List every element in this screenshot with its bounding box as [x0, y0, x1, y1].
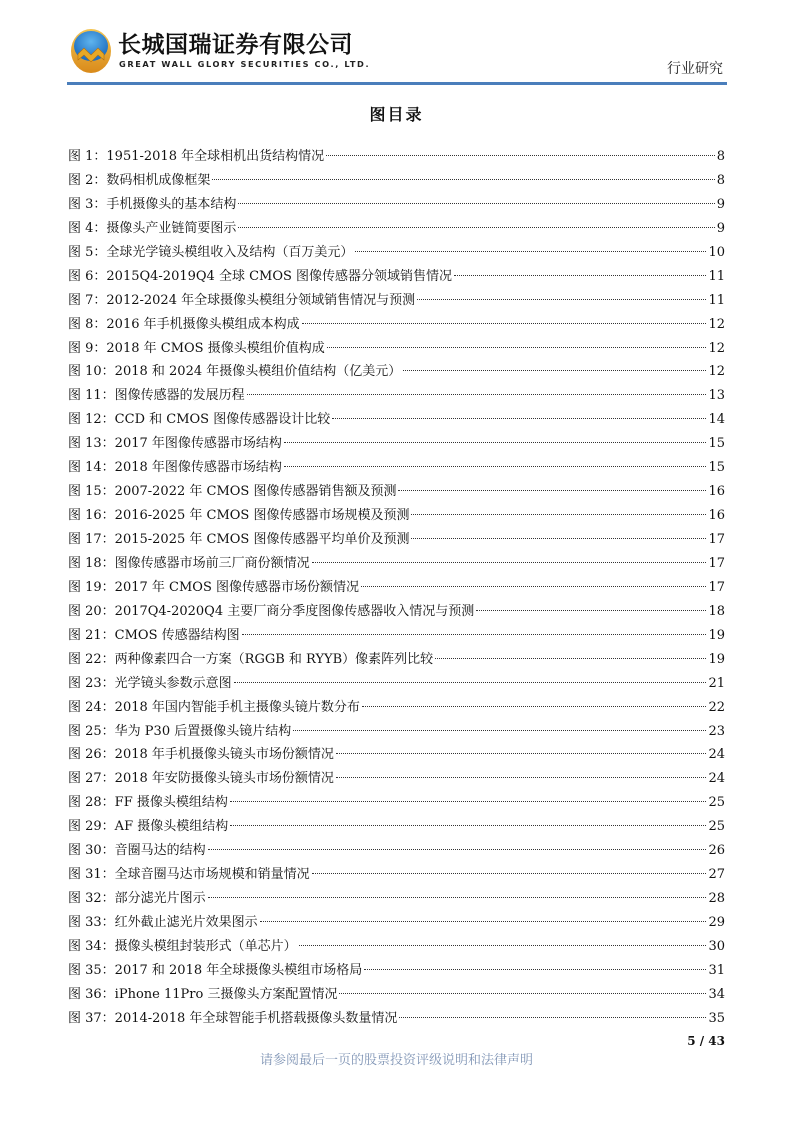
toc-entry[interactable]	[68, 983, 725, 1007]
dot-leader	[336, 777, 707, 778]
toc-entry-page: 24	[708, 747, 725, 763]
toc-entry-label: 图 23：光学镜头参数示意图	[68, 675, 232, 691]
toc-entry[interactable]	[68, 672, 725, 696]
toc-entry-page: 12	[708, 364, 725, 380]
toc-entry-page: 15	[708, 436, 725, 452]
toc-entry-page: 25	[708, 795, 725, 811]
toc-entry-label: 图 35：2017 和 2018 年全球摄像头模组市场格局	[68, 962, 363, 978]
toc-entry-label: 图 1：1951-2018 年全球相机出货结构情况	[68, 149, 325, 164]
toc-entry-page: 12	[708, 316, 725, 332]
toc-entry-page: 15	[708, 460, 725, 476]
toc-entry[interactable]	[68, 839, 725, 863]
dot-leader	[399, 1017, 706, 1018]
company-name-en: GREAT WALL GLORY SECURITIES CO., LTD.	[119, 59, 371, 69]
toc-entry-page: 31	[708, 962, 725, 978]
toc-entry[interactable]	[68, 337, 725, 361]
toc-entry-page: 11	[708, 292, 725, 308]
dot-leader	[284, 466, 707, 467]
toc-entry-label: 图 5：全球光学镜头模组收入及结构（百万美元）	[68, 244, 354, 260]
header-divider	[67, 82, 727, 85]
toc-entry-label: 图 10：2018 和 2024 年摄像头模组价值结构（亿美元）	[68, 364, 402, 380]
dot-leader	[260, 921, 707, 922]
toc-entry-page: 24	[708, 771, 725, 787]
toc-entry-page: 18	[708, 603, 725, 619]
dot-leader	[247, 394, 707, 395]
toc-entry-page: 17	[708, 579, 725, 595]
dot-leader	[242, 634, 707, 635]
page-number: 5 / 43	[687, 1034, 725, 1048]
toc-entry-page: 17	[708, 555, 725, 571]
dot-leader	[417, 299, 706, 300]
toc-entry-page: 25	[708, 819, 725, 835]
dot-leader	[327, 347, 707, 348]
dot-leader	[284, 442, 707, 443]
toc-entry-label: 图 18：图像传感器市场前三厂商份额情况	[68, 555, 310, 571]
toc-entry[interactable]	[68, 959, 725, 983]
toc-entry-page: 35	[708, 1010, 725, 1026]
dot-leader	[336, 753, 707, 754]
toc-entry[interactable]	[68, 576, 725, 600]
toc-entry[interactable]	[68, 408, 725, 432]
toc-entry[interactable]	[68, 217, 725, 241]
toc-entry-label: 图 31：全球音圈马达市场规模和销量情况	[68, 867, 310, 883]
toc-entry-label: 图 19：2017 年 CMOS 图像传感器市场份额情况	[68, 579, 359, 595]
dot-leader	[411, 514, 706, 515]
toc-entry[interactable]	[68, 791, 725, 815]
toc-entry[interactable]	[68, 815, 725, 839]
dot-leader	[208, 897, 707, 898]
dot-leader	[208, 849, 707, 850]
toc-entry-page: 16	[708, 484, 725, 500]
toc-entry-page: 19	[708, 651, 725, 667]
toc-entry-label: 图 8：2016 年手机摄像头模组成本构成	[68, 316, 300, 332]
toc-entry[interactable]	[68, 552, 725, 576]
toc-entry[interactable]	[68, 911, 725, 935]
toc-entry[interactable]	[68, 480, 725, 504]
toc-entry[interactable]	[68, 384, 725, 408]
company-name-cn: 长城国瑞证券有限公司	[118, 32, 353, 58]
toc-entry[interactable]	[68, 743, 725, 767]
dot-leader	[476, 610, 706, 611]
dot-leader	[355, 251, 706, 252]
toc-entry-page: 8	[716, 172, 725, 188]
dot-leader	[230, 801, 707, 802]
toc-entry-page: 9	[716, 196, 725, 212]
toc-entry-label: 图 17：2015-2025 年 CMOS 图像传感器平均单价及预测	[68, 532, 410, 547]
toc-entry-label: 图 7：2012-2024 年全球摄像头模组分领域销售情况与预测	[68, 292, 416, 308]
dot-leader	[332, 418, 706, 419]
toc-entry[interactable]	[68, 863, 725, 887]
toc-entry[interactable]	[68, 696, 725, 720]
dot-leader	[411, 538, 706, 539]
toc-entry[interactable]	[68, 193, 725, 217]
toc-entry[interactable]	[68, 648, 725, 672]
toc-entry[interactable]	[68, 767, 725, 791]
report-section: 行业研究	[667, 61, 723, 77]
dot-leader	[361, 586, 706, 587]
toc-entry-page: 16	[708, 508, 725, 524]
toc-entry-label: 图 21：CMOS 传感器结构图	[68, 627, 240, 643]
toc-entry[interactable]	[68, 720, 725, 744]
toc-entry-label: 图 28：FF 摄像头模组结构	[68, 795, 228, 811]
toc-entry-label: 图 22：两种像素四合一方案（RGGB 和 RYYB）像素阵列比较	[68, 651, 434, 667]
toc-entry-label: 图 9：2018 年 CMOS 摄像头模组价值构成	[68, 340, 325, 356]
toc-entry-label: 图 4：摄像头产业链简要图示	[68, 220, 237, 236]
toc-entry-page: 19	[708, 627, 725, 643]
toc-entry-label: 图 13：2017 年图像传感器市场结构	[68, 436, 282, 452]
toc-entry-page: 34	[708, 986, 725, 1002]
toc-entry-label: 图 33：红外截止滤光片效果图示	[68, 915, 258, 930]
toc-entry-label: 图 32：部分滤光片图示	[68, 891, 206, 907]
toc-entry-page: 12	[708, 340, 725, 356]
toc-entry[interactable]	[68, 887, 725, 911]
toc-entry-page: 29	[708, 915, 725, 930]
dot-leader	[230, 825, 706, 826]
disclaimer-text: 请参阅最后一页的股票投资评级说明和法律声明	[259, 1053, 533, 1068]
toc-entry-label: 图 26：2018 年手机摄像头镜头市场份额情况	[68, 747, 334, 763]
toc-entry[interactable]	[68, 432, 725, 456]
toc-entry[interactable]	[68, 1007, 725, 1031]
toc-entry-page: 30	[708, 938, 725, 954]
dot-leader	[454, 275, 706, 276]
dot-leader	[398, 490, 706, 491]
toc-entry-label: 图 6：2015Q4-2019Q4 全球 CMOS 图像传感器分领域销售情况	[68, 268, 453, 284]
toc-entry-page: 11	[708, 268, 725, 284]
toc-entry-page: 14	[708, 412, 725, 428]
toc-entry-page: 28	[708, 891, 725, 907]
dot-leader	[312, 562, 707, 563]
dot-leader	[299, 945, 707, 946]
toc-entry-page: 22	[708, 699, 725, 715]
dot-leader	[403, 370, 706, 371]
toc-entry-page: 8	[716, 149, 725, 164]
dot-leader	[362, 706, 707, 707]
dot-leader	[234, 682, 707, 683]
toc-entry-label: 图 34：摄像头模组封装形式（单芯片）	[68, 938, 297, 954]
figure-list	[68, 145, 725, 1031]
toc-entry[interactable]	[68, 504, 725, 528]
dot-leader	[238, 227, 714, 228]
dot-leader	[339, 993, 706, 994]
toc-entry[interactable]	[68, 456, 725, 480]
toc-entry[interactable]	[68, 528, 725, 552]
toc-entry[interactable]	[68, 241, 725, 265]
toc-entry[interactable]	[68, 169, 725, 193]
toc-entry-label: 图 3：手机摄像头的基本结构	[68, 196, 237, 212]
dot-leader	[312, 873, 707, 874]
dot-leader	[212, 179, 714, 180]
toc-entry-page: 27	[708, 867, 725, 883]
toc-entry-label: 图 14：2018 年图像传感器市场结构	[68, 460, 282, 476]
toc-entry[interactable]	[68, 145, 725, 169]
toc-entry-page: 26	[708, 843, 725, 859]
page-title: 图目录	[369, 105, 424, 124]
toc-entry-label: 图 11：图像传感器的发展历程	[68, 388, 245, 404]
toc-entry[interactable]	[68, 313, 725, 337]
toc-entry-page: 13	[708, 388, 725, 404]
toc-entry-page: 17	[708, 532, 725, 547]
company-logo	[70, 28, 112, 74]
toc-entry-label: 图 36：iPhone 11Pro 三摄像头方案配置情况	[68, 986, 338, 1002]
toc-entry[interactable]	[68, 360, 725, 384]
toc-entry[interactable]	[68, 265, 725, 289]
toc-entry-label: 图 30：音圈马达的结构	[68, 843, 206, 859]
toc-entry-label: 图 12：CCD 和 CMOS 图像传感器设计比较	[68, 412, 331, 428]
toc-entry[interactable]	[68, 289, 725, 313]
toc-entry-label: 图 15：2007-2022 年 CMOS 图像传感器销售额及预测	[68, 484, 397, 500]
toc-entry[interactable]	[68, 624, 725, 648]
toc-entry-label: 图 29：AF 摄像头模组结构	[68, 819, 229, 835]
dot-leader	[293, 730, 706, 731]
toc-entry-label: 图 37：2014-2018 年全球智能手机搭载摄像头数量情况	[68, 1010, 398, 1026]
toc-entry-label: 图 16：2016-2025 年 CMOS 图像传感器市场规模及预测	[68, 508, 410, 524]
dot-leader	[238, 203, 714, 204]
dot-leader	[302, 323, 707, 324]
toc-entry[interactable]	[68, 600, 725, 624]
toc-entry-page: 10	[708, 244, 725, 260]
toc-entry-label: 图 27：2018 年安防摄像头镜头市场份额情况	[68, 771, 334, 787]
toc-entry-label: 图 24：2018 年国内智能手机主摄像头镜片数分布	[68, 699, 360, 715]
toc-entry-page: 9	[716, 220, 725, 236]
dot-leader	[364, 969, 706, 970]
toc-entry-label: 图 25：华为 P30 后置摄像头镜片结构	[68, 723, 292, 739]
toc-entry-page: 21	[708, 675, 725, 691]
toc-entry-label: 图 20：2017Q4-2020Q4 主要厂商分季度图像传感器收入情况与预测	[68, 603, 475, 619]
dot-leader	[326, 155, 715, 156]
toc-entry-page: 23	[708, 723, 725, 739]
dot-leader	[435, 658, 706, 659]
toc-entry-label: 图 2：数码相机成像框架	[68, 172, 211, 188]
toc-entry[interactable]	[68, 935, 725, 959]
